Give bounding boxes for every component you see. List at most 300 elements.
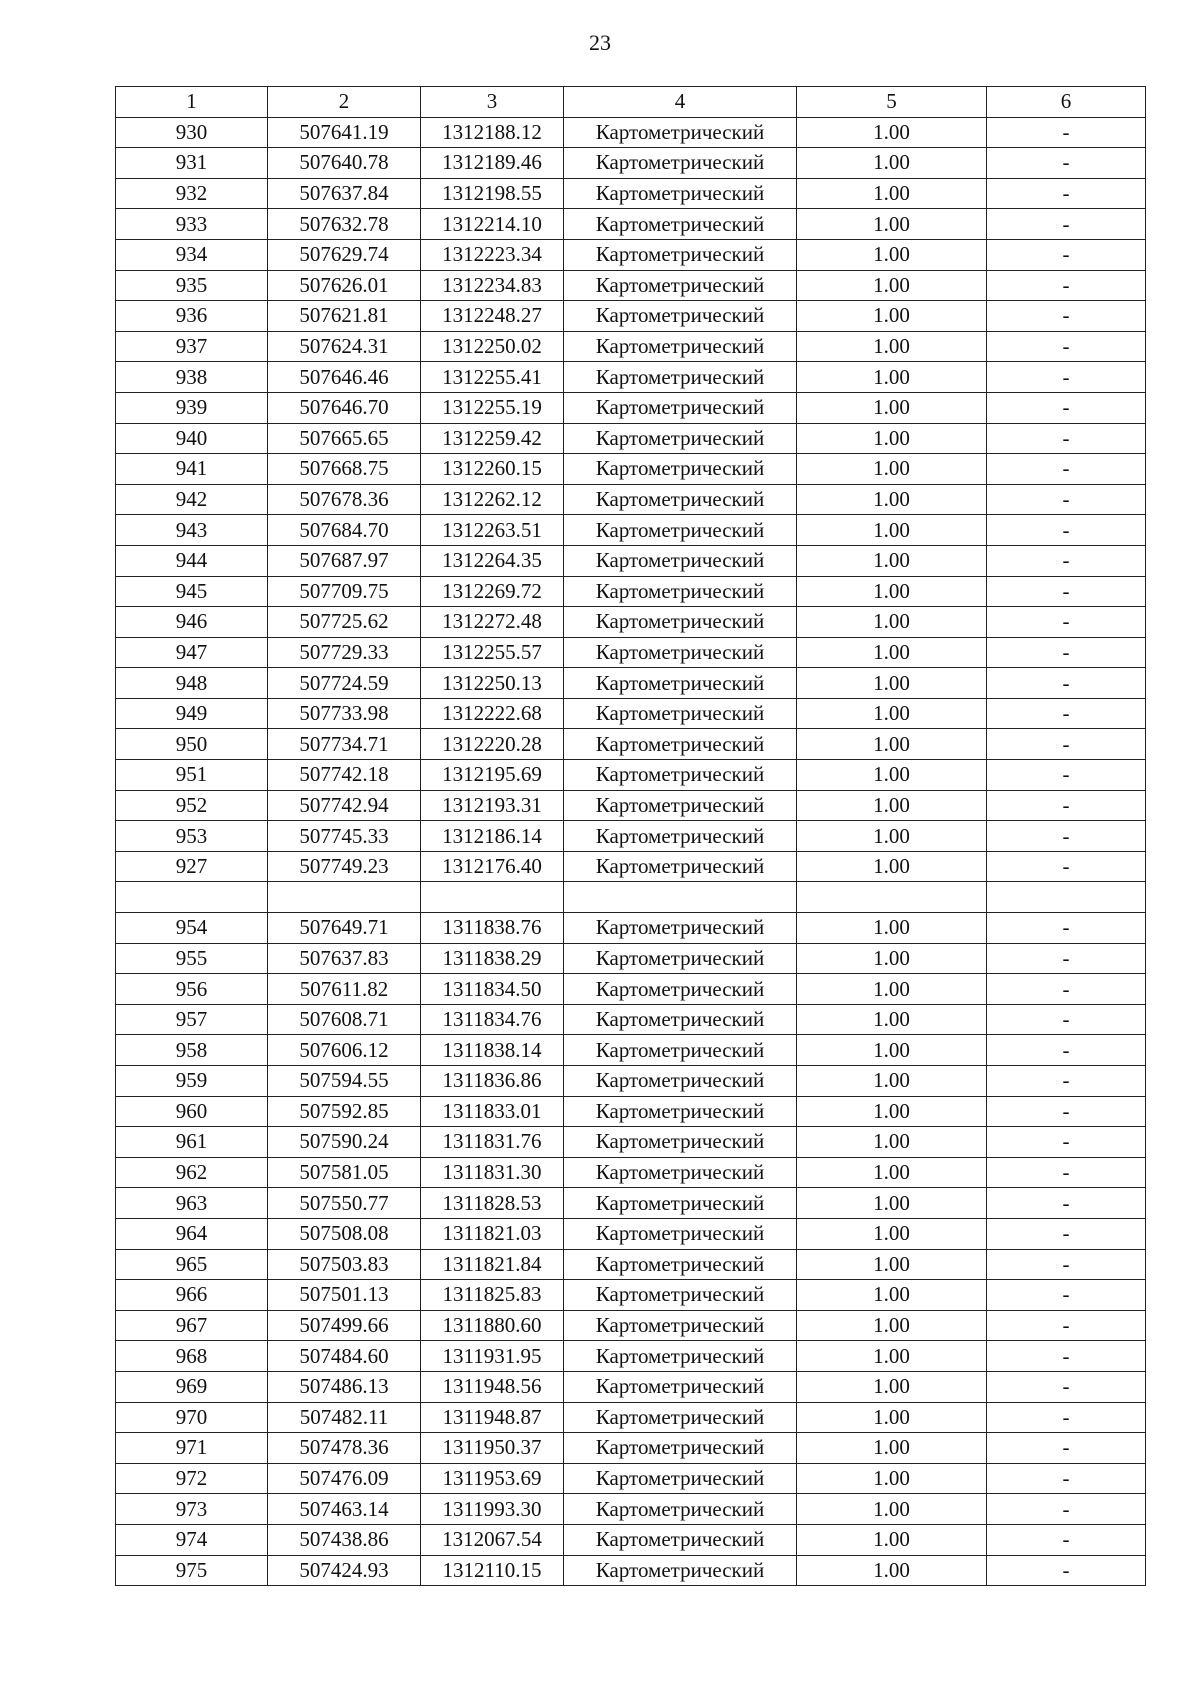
- table-row: [116, 913, 1146, 944]
- description-cell: -: [987, 1555, 1146, 1586]
- x-coordinate-cell: 507592.85: [268, 1096, 421, 1127]
- description-cell: -: [987, 974, 1146, 1005]
- table-row: [116, 1310, 1146, 1341]
- table-row: [116, 576, 1146, 607]
- accuracy-cell: 1.00: [797, 1127, 987, 1158]
- method-cell: Картометрический: [564, 790, 797, 821]
- table-row: [116, 1157, 1146, 1188]
- accuracy-cell: 1.00: [797, 239, 987, 270]
- description-cell: -: [987, 851, 1146, 882]
- accuracy-cell: 1.00: [797, 1341, 987, 1372]
- table-row: [116, 821, 1146, 852]
- y-coordinate-cell: 1312263.51: [421, 515, 564, 546]
- accuracy-cell: 1.00: [797, 1066, 987, 1097]
- table-row: [116, 1096, 1146, 1127]
- point-number-cell: 972: [116, 1463, 268, 1494]
- method-cell: Картометрический: [564, 1433, 797, 1464]
- method-cell: Картометрический: [564, 1371, 797, 1402]
- description-cell: -: [987, 576, 1146, 607]
- point-number-cell: 952: [116, 790, 268, 821]
- point-number-cell: 937: [116, 331, 268, 362]
- point-number-cell: 959: [116, 1066, 268, 1097]
- x-coordinate-cell: 507641.19: [268, 117, 421, 148]
- table-row: [116, 1524, 1146, 1555]
- y-coordinate-cell: 1312110.15: [421, 1555, 564, 1586]
- column-header: 3: [421, 87, 564, 118]
- point-number-cell: 954: [116, 913, 268, 944]
- method-cell: Картометрический: [564, 851, 797, 882]
- x-coordinate-cell: 507508.08: [268, 1218, 421, 1249]
- method-cell: Картометрический: [564, 1004, 797, 1035]
- table-row: [116, 1371, 1146, 1402]
- x-coordinate-cell: [268, 882, 421, 913]
- y-coordinate-cell: 1311825.83: [421, 1280, 564, 1311]
- x-coordinate-cell: 507501.13: [268, 1280, 421, 1311]
- y-coordinate-cell: 1311950.37: [421, 1433, 564, 1464]
- point-number-cell: 931: [116, 148, 268, 179]
- point-number-cell: 938: [116, 362, 268, 393]
- x-coordinate-cell: 507649.71: [268, 913, 421, 944]
- accuracy-cell: 1.00: [797, 301, 987, 332]
- y-coordinate-cell: 1311833.01: [421, 1096, 564, 1127]
- accuracy-cell: 1.00: [797, 607, 987, 638]
- accuracy-cell: 1.00: [797, 943, 987, 974]
- point-number-cell: 946: [116, 607, 268, 638]
- description-cell: -: [987, 1341, 1146, 1372]
- y-coordinate-cell: 1311828.53: [421, 1188, 564, 1219]
- y-coordinate-cell: 1312193.31: [421, 790, 564, 821]
- column-header: 2: [268, 87, 421, 118]
- accuracy-cell: 1.00: [797, 117, 987, 148]
- method-cell: Картометрический: [564, 362, 797, 393]
- point-number-cell: 940: [116, 423, 268, 454]
- table-row: [116, 1004, 1146, 1035]
- x-coordinate-cell: 507606.12: [268, 1035, 421, 1066]
- accuracy-cell: 1.00: [797, 698, 987, 729]
- y-coordinate-cell: 1311838.76: [421, 913, 564, 944]
- y-coordinate-cell: 1311821.03: [421, 1218, 564, 1249]
- method-cell: Картометрический: [564, 760, 797, 791]
- method-cell: Картометрический: [564, 209, 797, 240]
- accuracy-cell: 1.00: [797, 1249, 987, 1280]
- method-cell: Картометрический: [564, 484, 797, 515]
- method-cell: Картометрический: [564, 148, 797, 179]
- method-cell: Картометрический: [564, 1402, 797, 1433]
- description-cell: -: [987, 698, 1146, 729]
- table-row: [116, 607, 1146, 638]
- description-cell: -: [987, 270, 1146, 301]
- method-cell: Картометрический: [564, 1096, 797, 1127]
- y-coordinate-cell: 1312250.13: [421, 668, 564, 699]
- accuracy-cell: 1.00: [797, 148, 987, 179]
- description-cell: -: [987, 1096, 1146, 1127]
- point-number-cell: 956: [116, 974, 268, 1005]
- y-coordinate-cell: 1312269.72: [421, 576, 564, 607]
- description-cell: -: [987, 1004, 1146, 1035]
- accuracy-cell: 1.00: [797, 270, 987, 301]
- table-row: [116, 882, 1146, 913]
- point-number-cell: 930: [116, 117, 268, 148]
- y-coordinate-cell: 1312186.14: [421, 821, 564, 852]
- method-cell: Картометрический: [564, 974, 797, 1005]
- accuracy-cell: 1.00: [797, 1218, 987, 1249]
- table-row: [116, 1127, 1146, 1158]
- point-number-cell: 960: [116, 1096, 268, 1127]
- x-coordinate-cell: 507550.77: [268, 1188, 421, 1219]
- x-coordinate-cell: 507486.13: [268, 1371, 421, 1402]
- point-number-cell: 942: [116, 484, 268, 515]
- y-coordinate-cell: 1312255.57: [421, 637, 564, 668]
- table-row: [116, 1218, 1146, 1249]
- y-coordinate-cell: 1311838.29: [421, 943, 564, 974]
- accuracy-cell: 1.00: [797, 1433, 987, 1464]
- point-number-cell: 968: [116, 1341, 268, 1372]
- x-coordinate-cell: 507646.46: [268, 362, 421, 393]
- point-number-cell: 944: [116, 545, 268, 576]
- y-coordinate-cell: 1311953.69: [421, 1463, 564, 1494]
- point-number-cell: 973: [116, 1494, 268, 1525]
- description-cell: -: [987, 760, 1146, 791]
- description-cell: -: [987, 607, 1146, 638]
- description-cell: -: [987, 392, 1146, 423]
- table-row: [116, 484, 1146, 515]
- table-row: [116, 362, 1146, 393]
- x-coordinate-cell: 507637.83: [268, 943, 421, 974]
- description-cell: -: [987, 484, 1146, 515]
- x-coordinate-cell: 507626.01: [268, 270, 421, 301]
- method-cell: Картометрический: [564, 1066, 797, 1097]
- x-coordinate-cell: 507742.18: [268, 760, 421, 791]
- x-coordinate-cell: 507611.82: [268, 974, 421, 1005]
- table-row: [116, 1066, 1146, 1097]
- accuracy-cell: 1.00: [797, 760, 987, 791]
- accuracy-cell: 1.00: [797, 1280, 987, 1311]
- point-number-cell: 961: [116, 1127, 268, 1158]
- accuracy-cell: 1.00: [797, 1096, 987, 1127]
- x-coordinate-cell: 507484.60: [268, 1341, 421, 1372]
- table-row: [116, 392, 1146, 423]
- accuracy-cell: 1.00: [797, 545, 987, 576]
- table-body: [116, 117, 1146, 1586]
- y-coordinate-cell: 1312262.12: [421, 484, 564, 515]
- x-coordinate-cell: 507476.09: [268, 1463, 421, 1494]
- description-cell: -: [987, 1035, 1146, 1066]
- table-row: [116, 729, 1146, 760]
- accuracy-cell: 1.00: [797, 1555, 987, 1586]
- y-coordinate-cell: 1311931.95: [421, 1341, 564, 1372]
- method-cell: Картометрический: [564, 943, 797, 974]
- description-cell: -: [987, 1249, 1146, 1280]
- point-number-cell: 966: [116, 1280, 268, 1311]
- point-number-cell: 970: [116, 1402, 268, 1433]
- accuracy-cell: 1.00: [797, 1371, 987, 1402]
- accuracy-cell: 1.00: [797, 454, 987, 485]
- x-coordinate-cell: 507745.33: [268, 821, 421, 852]
- method-cell: Картометрический: [564, 301, 797, 332]
- method-cell: Картометрический: [564, 607, 797, 638]
- x-coordinate-cell: 507590.24: [268, 1127, 421, 1158]
- x-coordinate-cell: 507608.71: [268, 1004, 421, 1035]
- y-coordinate-cell: 1311821.84: [421, 1249, 564, 1280]
- y-coordinate-cell: 1312234.83: [421, 270, 564, 301]
- y-coordinate-cell: 1312067.54: [421, 1524, 564, 1555]
- y-coordinate-cell: 1311836.86: [421, 1066, 564, 1097]
- point-number-cell: 939: [116, 392, 268, 423]
- description-cell: -: [987, 362, 1146, 393]
- method-cell: Картометрический: [564, 1188, 797, 1219]
- x-coordinate-cell: 507640.78: [268, 148, 421, 179]
- description-cell: -: [987, 178, 1146, 209]
- table-row: [116, 1494, 1146, 1525]
- point-number-cell: 943: [116, 515, 268, 546]
- point-number-cell: 935: [116, 270, 268, 301]
- x-coordinate-cell: 507709.75: [268, 576, 421, 607]
- method-cell: Картометрический: [564, 1280, 797, 1311]
- y-coordinate-cell: 1312222.68: [421, 698, 564, 729]
- y-coordinate-cell: 1311880.60: [421, 1310, 564, 1341]
- accuracy-cell: 1.00: [797, 1157, 987, 1188]
- x-coordinate-cell: 507687.97: [268, 545, 421, 576]
- table-row: [116, 1188, 1146, 1219]
- table-row: [116, 851, 1146, 882]
- y-coordinate-cell: 1312264.35: [421, 545, 564, 576]
- y-coordinate-cell: 1311831.30: [421, 1157, 564, 1188]
- point-number-cell: 958: [116, 1035, 268, 1066]
- column-header: 6: [987, 87, 1146, 118]
- x-coordinate-cell: 507503.83: [268, 1249, 421, 1280]
- x-coordinate-cell: 507581.05: [268, 1157, 421, 1188]
- accuracy-cell: 1.00: [797, 790, 987, 821]
- method-cell: Картометрический: [564, 1310, 797, 1341]
- column-header: 1: [116, 87, 268, 118]
- description-cell: -: [987, 515, 1146, 546]
- table-row: [116, 545, 1146, 576]
- table-row: [116, 454, 1146, 485]
- accuracy-cell: 1.00: [797, 484, 987, 515]
- method-cell: Картометрический: [564, 637, 797, 668]
- accuracy-cell: 1.00: [797, 1004, 987, 1035]
- description-cell: -: [987, 668, 1146, 699]
- table-row: [116, 760, 1146, 791]
- point-number-cell: 969: [116, 1371, 268, 1402]
- coordinates-table: [115, 86, 1146, 1586]
- y-coordinate-cell: 1311834.50: [421, 974, 564, 1005]
- y-coordinate-cell: 1312176.40: [421, 851, 564, 882]
- description-cell: -: [987, 1402, 1146, 1433]
- point-number-cell: 945: [116, 576, 268, 607]
- y-coordinate-cell: 1311948.56: [421, 1371, 564, 1402]
- y-coordinate-cell: 1311993.30: [421, 1494, 564, 1525]
- x-coordinate-cell: 507668.75: [268, 454, 421, 485]
- y-coordinate-cell: 1312214.10: [421, 209, 564, 240]
- description-cell: -: [987, 423, 1146, 454]
- table-row: [116, 1402, 1146, 1433]
- y-coordinate-cell: 1312198.55: [421, 178, 564, 209]
- point-number-cell: 927: [116, 851, 268, 882]
- table-row: [116, 1280, 1146, 1311]
- table-row: [116, 943, 1146, 974]
- x-coordinate-cell: 507646.70: [268, 392, 421, 423]
- point-number-cell: 949: [116, 698, 268, 729]
- x-coordinate-cell: 507734.71: [268, 729, 421, 760]
- y-coordinate-cell: 1312223.34: [421, 239, 564, 270]
- point-number-cell: 933: [116, 209, 268, 240]
- accuracy-cell: 1.00: [797, 178, 987, 209]
- description-cell: -: [987, 637, 1146, 668]
- description-cell: -: [987, 1066, 1146, 1097]
- table-row: [116, 1341, 1146, 1372]
- description-cell: -: [987, 331, 1146, 362]
- description-cell: -: [987, 545, 1146, 576]
- table-row: [116, 1249, 1146, 1280]
- column-header: 4: [564, 87, 797, 118]
- method-cell: Картометрический: [564, 1555, 797, 1586]
- description-cell: -: [987, 454, 1146, 485]
- accuracy-cell: 1.00: [797, 668, 987, 699]
- table-row: [116, 301, 1146, 332]
- point-number-cell: 957: [116, 1004, 268, 1035]
- x-coordinate-cell: 507749.23: [268, 851, 421, 882]
- accuracy-cell: 1.00: [797, 1310, 987, 1341]
- point-number-cell: 953: [116, 821, 268, 852]
- y-coordinate-cell: 1312260.15: [421, 454, 564, 485]
- accuracy-cell: 1.00: [797, 362, 987, 393]
- accuracy-cell: 1.00: [797, 1524, 987, 1555]
- table-row: [116, 117, 1146, 148]
- y-coordinate-cell: 1312248.27: [421, 301, 564, 332]
- page-number: 23: [589, 30, 611, 55]
- x-coordinate-cell: 507678.36: [268, 484, 421, 515]
- description-cell: -: [987, 1524, 1146, 1555]
- description-cell: -: [987, 1127, 1146, 1158]
- method-cell: Картометрический: [564, 821, 797, 852]
- method-cell: Картометрический: [564, 454, 797, 485]
- x-coordinate-cell: 507624.31: [268, 331, 421, 362]
- accuracy-cell: 1.00: [797, 729, 987, 760]
- point-number-cell: 965: [116, 1249, 268, 1280]
- x-coordinate-cell: 507637.84: [268, 178, 421, 209]
- y-coordinate-cell: 1312272.48: [421, 607, 564, 638]
- column-header: 5: [797, 87, 987, 118]
- y-coordinate-cell: 1312220.28: [421, 729, 564, 760]
- method-cell: Картометрический: [564, 698, 797, 729]
- accuracy-cell: 1.00: [797, 392, 987, 423]
- accuracy-cell: 1.00: [797, 1402, 987, 1433]
- x-coordinate-cell: 507684.70: [268, 515, 421, 546]
- method-cell: Картометрический: [564, 1249, 797, 1280]
- x-coordinate-cell: 507629.74: [268, 239, 421, 270]
- method-cell: [564, 882, 797, 913]
- method-cell: Картометрический: [564, 576, 797, 607]
- table-row: [116, 423, 1146, 454]
- method-cell: Картометрический: [564, 1524, 797, 1555]
- accuracy-cell: 1.00: [797, 1494, 987, 1525]
- method-cell: Картометрический: [564, 1494, 797, 1525]
- accuracy-cell: 1.00: [797, 209, 987, 240]
- method-cell: Картометрический: [564, 178, 797, 209]
- description-cell: -: [987, 209, 1146, 240]
- point-number-cell: 932: [116, 178, 268, 209]
- table-row: [116, 1463, 1146, 1494]
- method-cell: Картометрический: [564, 331, 797, 362]
- description-cell: -: [987, 729, 1146, 760]
- description-cell: -: [987, 1371, 1146, 1402]
- method-cell: Картометрический: [564, 1035, 797, 1066]
- point-number-cell: 971: [116, 1433, 268, 1464]
- point-number-cell: 948: [116, 668, 268, 699]
- y-coordinate-cell: [421, 882, 564, 913]
- accuracy-cell: 1.00: [797, 331, 987, 362]
- y-coordinate-cell: 1312259.42: [421, 423, 564, 454]
- description-cell: -: [987, 1463, 1146, 1494]
- point-number-cell: 934: [116, 239, 268, 270]
- x-coordinate-cell: 507729.33: [268, 637, 421, 668]
- x-coordinate-cell: 507499.66: [268, 1310, 421, 1341]
- description-cell: -: [987, 239, 1146, 270]
- table-row: [116, 974, 1146, 1005]
- x-coordinate-cell: 507482.11: [268, 1402, 421, 1433]
- description-cell: -: [987, 1218, 1146, 1249]
- accuracy-cell: [797, 882, 987, 913]
- table-row: [116, 148, 1146, 179]
- accuracy-cell: 1.00: [797, 974, 987, 1005]
- point-number-cell: 951: [116, 760, 268, 791]
- point-number-cell: 947: [116, 637, 268, 668]
- point-number-cell: 955: [116, 943, 268, 974]
- accuracy-cell: 1.00: [797, 637, 987, 668]
- table-header-row: [116, 87, 1146, 118]
- point-number-cell: 975: [116, 1555, 268, 1586]
- description-cell: -: [987, 301, 1146, 332]
- description-cell: [987, 882, 1146, 913]
- accuracy-cell: 1.00: [797, 821, 987, 852]
- y-coordinate-cell: 1312255.19: [421, 392, 564, 423]
- table-row: [116, 209, 1146, 240]
- method-cell: Картометрический: [564, 1341, 797, 1372]
- method-cell: Картометрический: [564, 239, 797, 270]
- description-cell: -: [987, 1433, 1146, 1464]
- point-number-cell: 967: [116, 1310, 268, 1341]
- y-coordinate-cell: 1312189.46: [421, 148, 564, 179]
- accuracy-cell: 1.00: [797, 1188, 987, 1219]
- table-row: [116, 790, 1146, 821]
- x-coordinate-cell: 507463.14: [268, 1494, 421, 1525]
- y-coordinate-cell: 1311831.76: [421, 1127, 564, 1158]
- accuracy-cell: 1.00: [797, 851, 987, 882]
- accuracy-cell: 1.00: [797, 515, 987, 546]
- method-cell: Картометрический: [564, 668, 797, 699]
- description-cell: -: [987, 1494, 1146, 1525]
- method-cell: Картометрический: [564, 392, 797, 423]
- method-cell: Картометрический: [564, 1463, 797, 1494]
- x-coordinate-cell: 507733.98: [268, 698, 421, 729]
- description-cell: -: [987, 1157, 1146, 1188]
- point-number-cell: 964: [116, 1218, 268, 1249]
- x-coordinate-cell: 507725.62: [268, 607, 421, 638]
- accuracy-cell: 1.00: [797, 423, 987, 454]
- x-coordinate-cell: 507594.55: [268, 1066, 421, 1097]
- table-row: [116, 515, 1146, 546]
- y-coordinate-cell: 1311948.87: [421, 1402, 564, 1433]
- accuracy-cell: 1.00: [797, 913, 987, 944]
- y-coordinate-cell: 1312255.41: [421, 362, 564, 393]
- x-coordinate-cell: 507621.81: [268, 301, 421, 332]
- x-coordinate-cell: 507424.93: [268, 1555, 421, 1586]
- x-coordinate-cell: 507632.78: [268, 209, 421, 240]
- description-cell: -: [987, 1280, 1146, 1311]
- point-number-cell: [116, 882, 268, 913]
- description-cell: -: [987, 1310, 1146, 1341]
